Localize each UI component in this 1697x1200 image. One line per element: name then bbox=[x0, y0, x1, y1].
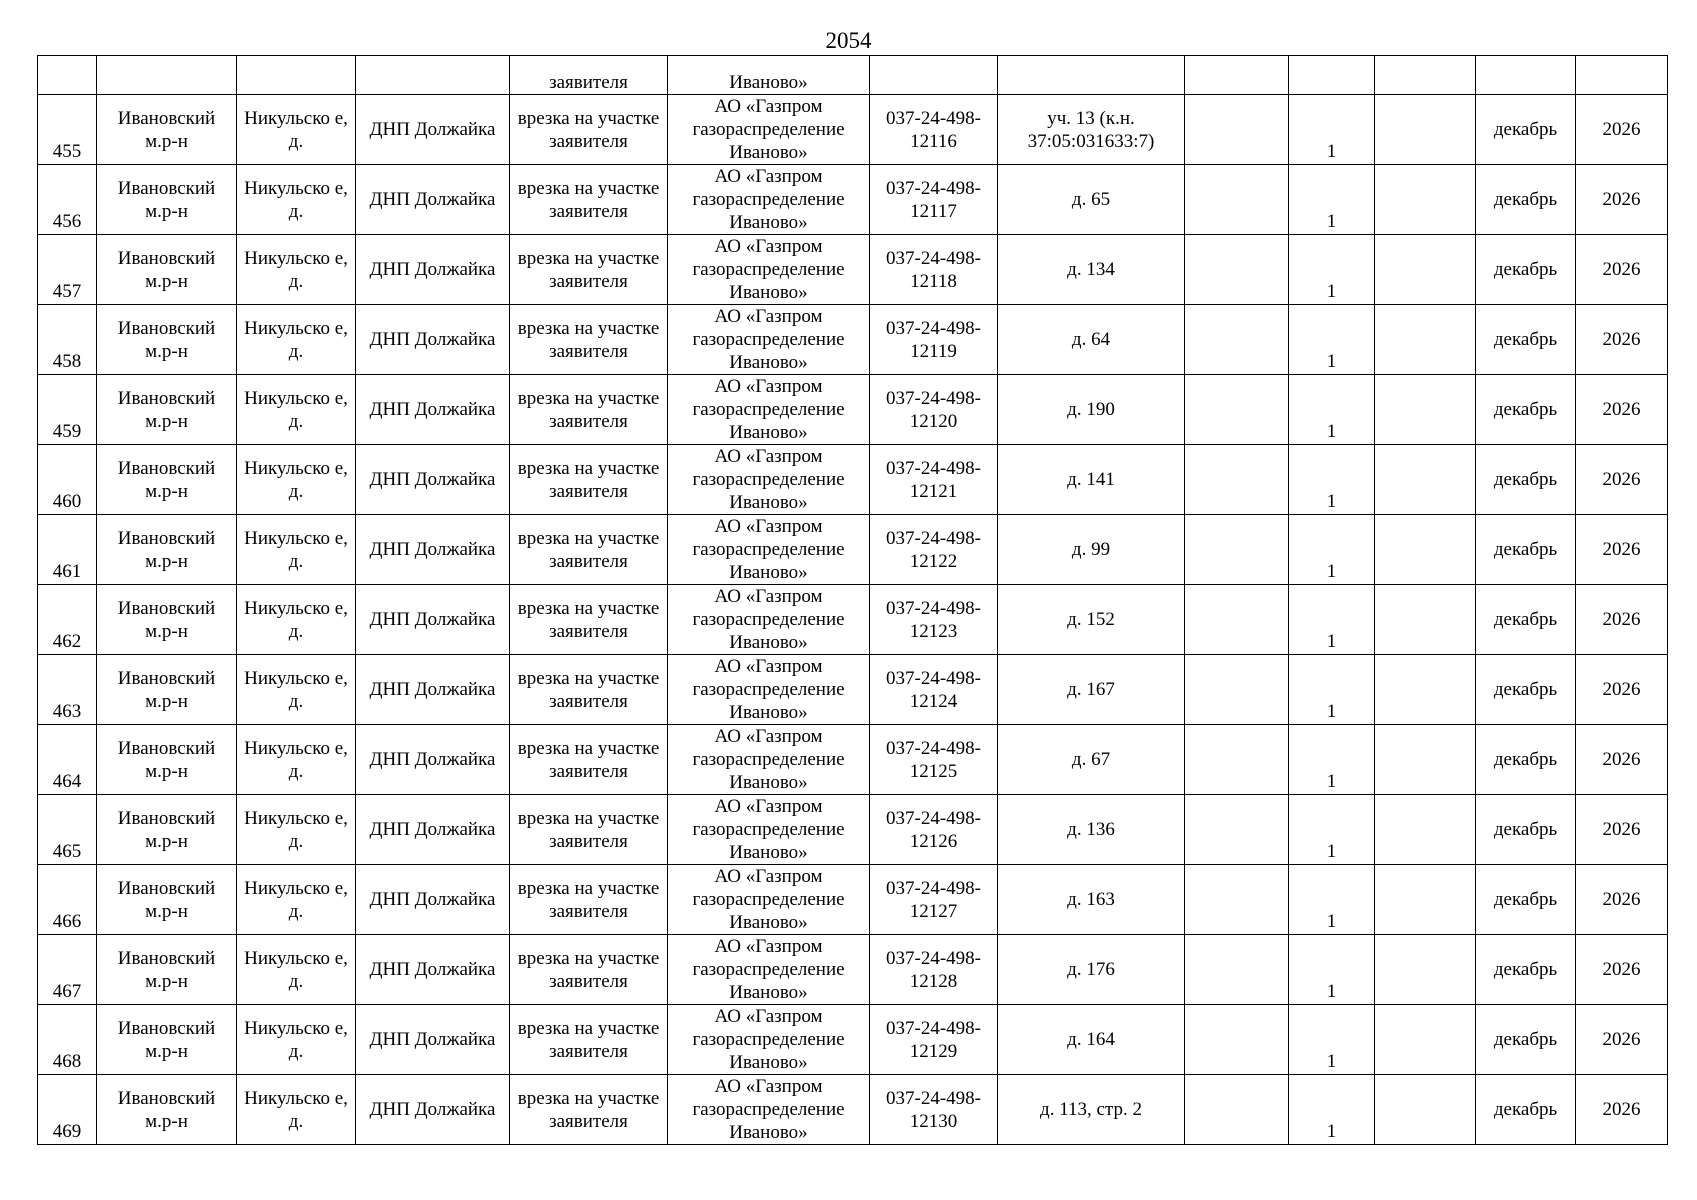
cell-settlement: Никульско е, д. bbox=[237, 585, 356, 655]
cell-empty-1 bbox=[1185, 655, 1289, 725]
cell-settlement: Никульско е, д. bbox=[237, 515, 356, 585]
cell-empty-2 bbox=[1375, 375, 1476, 445]
table-row bbox=[38, 585, 1668, 655]
cell-district: Ивановский м.р-н bbox=[97, 725, 237, 795]
cell-empty-2 bbox=[1375, 935, 1476, 1005]
page-number: 2054 bbox=[825, 28, 872, 53]
cell-organization: АО «Газпром газораспределение Иваново» bbox=[668, 725, 870, 795]
cell-empty-2 bbox=[1375, 305, 1476, 375]
cell-organization: АО «Газпром газораспределение Иваново» bbox=[668, 1005, 870, 1075]
cell-object: ДНП Должайка bbox=[356, 375, 510, 445]
table-row bbox=[38, 655, 1668, 725]
cell-district: Ивановский м.р-н bbox=[97, 445, 237, 515]
cell-qty bbox=[1289, 56, 1375, 95]
cell-address: д. 167 bbox=[998, 655, 1185, 725]
cell-district: Ивановский м.р-н bbox=[97, 865, 237, 935]
cell-work-type: врезка на участке заявителя bbox=[510, 585, 668, 655]
cell-year: 2026 bbox=[1576, 515, 1668, 585]
cell-address: д. 176 bbox=[998, 935, 1185, 1005]
cell-work-type: врезка на участке заявителя bbox=[510, 235, 668, 305]
cell-address: д. 67 bbox=[998, 725, 1185, 795]
cell-empty-2 bbox=[1375, 445, 1476, 515]
cell-year: 2026 bbox=[1576, 795, 1668, 865]
cell-qty: 1 bbox=[1289, 95, 1375, 165]
cell-year: 2026 bbox=[1576, 375, 1668, 445]
cell-organization: АО «Газпром газораспределение Иваново» bbox=[668, 585, 870, 655]
cell-district: Ивановский м.р-н bbox=[97, 235, 237, 305]
cell-district: Ивановский м.р-н bbox=[97, 95, 237, 165]
cell-month: декабрь bbox=[1476, 865, 1576, 935]
cell-empty-1 bbox=[1185, 1075, 1289, 1145]
cell-year: 2026 bbox=[1576, 235, 1668, 305]
cell-settlement: Никульско е, д. bbox=[237, 865, 356, 935]
cell-empty-2 bbox=[1375, 655, 1476, 725]
table-row bbox=[38, 1005, 1668, 1075]
cell-num: 468 bbox=[38, 1005, 97, 1075]
cell-object: ДНП Должайка bbox=[356, 655, 510, 725]
cell-settlement: Никульско е, д. bbox=[237, 95, 356, 165]
cell-settlement: Никульско е, д. bbox=[237, 375, 356, 445]
cell-code: 037-24-498-12119 bbox=[870, 305, 998, 375]
cell-work-type: заявителя bbox=[510, 56, 668, 95]
cell-empty-2 bbox=[1375, 865, 1476, 935]
cell-address: д. 163 bbox=[998, 865, 1185, 935]
cell-year: 2026 bbox=[1576, 95, 1668, 165]
cell-settlement: Никульско е, д. bbox=[237, 305, 356, 375]
cell-work-type: врезка на участке заявителя bbox=[510, 935, 668, 1005]
cell-qty: 1 bbox=[1289, 1005, 1375, 1075]
cell-empty-2 bbox=[1375, 1005, 1476, 1075]
cell-num: 465 bbox=[38, 795, 97, 865]
cell-object: ДНП Должайка bbox=[356, 95, 510, 165]
cell-address: д. 136 bbox=[998, 795, 1185, 865]
cell-organization: Иваново» bbox=[668, 56, 870, 95]
table-row bbox=[38, 935, 1668, 1005]
cell-code: 037-24-498-12127 bbox=[870, 865, 998, 935]
cell-qty: 1 bbox=[1289, 515, 1375, 585]
cell-year: 2026 bbox=[1576, 1075, 1668, 1145]
cell-work-type: врезка на участке заявителя bbox=[510, 1005, 668, 1075]
cell-organization: АО «Газпром газораспределение Иваново» bbox=[668, 235, 870, 305]
cell-object: ДНП Должайка bbox=[356, 165, 510, 235]
cell-num: 461 bbox=[38, 515, 97, 585]
cell-organization: АО «Газпром газораспределение Иваново» bbox=[668, 795, 870, 865]
cell-num: 467 bbox=[38, 935, 97, 1005]
cell-address: д. 152 bbox=[998, 585, 1185, 655]
cell-empty-2 bbox=[1375, 95, 1476, 165]
cell-district: Ивановский м.р-н bbox=[97, 935, 237, 1005]
cell-month: декабрь bbox=[1476, 795, 1576, 865]
cell-month bbox=[1476, 56, 1576, 95]
cell-qty: 1 bbox=[1289, 935, 1375, 1005]
table-row bbox=[38, 375, 1668, 445]
cell-work-type: врезка на участке заявителя bbox=[510, 1075, 668, 1145]
cell-organization: АО «Газпром газораспределение Иваново» bbox=[668, 935, 870, 1005]
cell-year: 2026 bbox=[1576, 865, 1668, 935]
cell-settlement: Никульско е, д. bbox=[237, 445, 356, 515]
cell-num: 462 bbox=[38, 585, 97, 655]
cell-year: 2026 bbox=[1576, 585, 1668, 655]
cell-empty-1 bbox=[1185, 165, 1289, 235]
cell-object: ДНП Должайка bbox=[356, 585, 510, 655]
cell-address: д. 190 bbox=[998, 375, 1185, 445]
cell-year: 2026 bbox=[1576, 725, 1668, 795]
cell-district bbox=[97, 56, 237, 95]
table-row bbox=[38, 445, 1668, 515]
cell-work-type: врезка на участке заявителя bbox=[510, 655, 668, 725]
cell-address: д. 99 bbox=[998, 515, 1185, 585]
cell-empty-1 bbox=[1185, 235, 1289, 305]
cell-empty-1 bbox=[1185, 515, 1289, 585]
cell-month: декабрь bbox=[1476, 235, 1576, 305]
cell-code: 037-24-498-12122 bbox=[870, 515, 998, 585]
cell-address: д. 164 bbox=[998, 1005, 1185, 1075]
cell-qty: 1 bbox=[1289, 865, 1375, 935]
cell-empty-2 bbox=[1375, 235, 1476, 305]
cell-district: Ивановский м.р-н bbox=[97, 375, 237, 445]
cell-organization: АО «Газпром газораспределение Иваново» bbox=[668, 515, 870, 585]
cell-address: д. 64 bbox=[998, 305, 1185, 375]
cell-object: ДНП Должайка bbox=[356, 865, 510, 935]
cell-organization: АО «Газпром газораспределение Иваново» bbox=[668, 1075, 870, 1145]
cell-district: Ивановский м.р-н bbox=[97, 165, 237, 235]
cell-code: 037-24-498-12130 bbox=[870, 1075, 998, 1145]
cell-organization: АО «Газпром газораспределение Иваново» bbox=[668, 655, 870, 725]
cell-object: ДНП Должайка bbox=[356, 1005, 510, 1075]
cell-object: ДНП Должайка bbox=[356, 725, 510, 795]
cell-num: 455 bbox=[38, 95, 97, 165]
table-row bbox=[38, 725, 1668, 795]
cell-empty-1 bbox=[1185, 725, 1289, 795]
cell-empty-2 bbox=[1375, 795, 1476, 865]
table-row bbox=[38, 95, 1668, 165]
cell-num: 459 bbox=[38, 375, 97, 445]
cell-work-type: врезка на участке заявителя bbox=[510, 725, 668, 795]
cell-district: Ивановский м.р-н bbox=[97, 1005, 237, 1075]
cell-object: ДНП Должайка bbox=[356, 235, 510, 305]
cell-organization: АО «Газпром газораспределение Иваново» bbox=[668, 865, 870, 935]
cell-settlement: Никульско е, д. bbox=[237, 235, 356, 305]
cell-empty-2 bbox=[1375, 515, 1476, 585]
cell-year bbox=[1576, 56, 1668, 95]
cell-object: ДНП Должайка bbox=[356, 445, 510, 515]
cell-num: 464 bbox=[38, 725, 97, 795]
cell-month: декабрь bbox=[1476, 1005, 1576, 1075]
cell-work-type: врезка на участке заявителя bbox=[510, 515, 668, 585]
cell-empty-2 bbox=[1375, 725, 1476, 795]
cell-empty-1 bbox=[1185, 56, 1289, 95]
cell-district: Ивановский м.р-н bbox=[97, 795, 237, 865]
cell-organization: АО «Газпром газораспределение Иваново» bbox=[668, 165, 870, 235]
cell-object: ДНП Должайка bbox=[356, 795, 510, 865]
cell-empty-2 bbox=[1375, 1075, 1476, 1145]
cell-empty-1 bbox=[1185, 935, 1289, 1005]
cell-empty-1 bbox=[1185, 95, 1289, 165]
cell-num: 463 bbox=[38, 655, 97, 725]
cell-qty: 1 bbox=[1289, 235, 1375, 305]
cell-district: Ивановский м.р-н bbox=[97, 515, 237, 585]
cell-code: 037-24-498-12126 bbox=[870, 795, 998, 865]
cell-work-type: врезка на участке заявителя bbox=[510, 795, 668, 865]
cell-district: Ивановский м.р-н bbox=[97, 655, 237, 725]
cell-address: уч. 13 (к.н. 37:05:031633:7) bbox=[998, 95, 1185, 165]
cell-code: 037-24-498-12129 bbox=[870, 1005, 998, 1075]
cell-empty-1 bbox=[1185, 1005, 1289, 1075]
cell-month: декабрь bbox=[1476, 655, 1576, 725]
cell-address: д. 134 bbox=[998, 235, 1185, 305]
cell-work-type: врезка на участке заявителя bbox=[510, 375, 668, 445]
cell-address bbox=[998, 56, 1185, 95]
cell-qty: 1 bbox=[1289, 445, 1375, 515]
cell-empty-1 bbox=[1185, 865, 1289, 935]
cell-year: 2026 bbox=[1576, 445, 1668, 515]
cell-code: 037-24-498-12121 bbox=[870, 445, 998, 515]
cell-year: 2026 bbox=[1576, 935, 1668, 1005]
cell-settlement: Никульско е, д. bbox=[237, 795, 356, 865]
cell-num: 456 bbox=[38, 165, 97, 235]
cell-organization: АО «Газпром газораспределение Иваново» bbox=[668, 445, 870, 515]
table-row bbox=[38, 515, 1668, 585]
cell-month: декабрь bbox=[1476, 935, 1576, 1005]
cell-settlement: Никульско е, д. bbox=[237, 655, 356, 725]
cell-settlement: Никульско е, д. bbox=[237, 165, 356, 235]
cell-empty-1 bbox=[1185, 305, 1289, 375]
cell-empty-2 bbox=[1375, 585, 1476, 655]
cell-qty: 1 bbox=[1289, 795, 1375, 865]
cell-work-type: врезка на участке заявителя bbox=[510, 95, 668, 165]
cell-address: д. 65 bbox=[998, 165, 1185, 235]
cell-empty-1 bbox=[1185, 375, 1289, 445]
cell-month: декабрь bbox=[1476, 305, 1576, 375]
cell-object bbox=[356, 56, 510, 95]
cell-object: ДНП Должайка bbox=[356, 935, 510, 1005]
table-row bbox=[38, 795, 1668, 865]
cell-year: 2026 bbox=[1576, 165, 1668, 235]
table-row bbox=[38, 165, 1668, 235]
cell-code: 037-24-498-12128 bbox=[870, 935, 998, 1005]
cell-organization: АО «Газпром газораспределение Иваново» bbox=[668, 305, 870, 375]
cell-empty-1 bbox=[1185, 585, 1289, 655]
gasification-table bbox=[37, 55, 1668, 1145]
table-row bbox=[38, 865, 1668, 935]
cell-code: 037-24-498-12123 bbox=[870, 585, 998, 655]
cell-num: 457 bbox=[38, 235, 97, 305]
table-row bbox=[38, 1075, 1668, 1145]
cell-object: ДНП Должайка bbox=[356, 305, 510, 375]
cell-month: декабрь bbox=[1476, 95, 1576, 165]
cell-qty: 1 bbox=[1289, 655, 1375, 725]
cell-object: ДНП Должайка bbox=[356, 1075, 510, 1145]
cell-num bbox=[38, 56, 97, 95]
table-row bbox=[38, 235, 1668, 305]
cell-empty-2 bbox=[1375, 165, 1476, 235]
cell-settlement: Никульско е, д. bbox=[237, 935, 356, 1005]
cell-year: 2026 bbox=[1576, 305, 1668, 375]
cell-work-type: врезка на участке заявителя bbox=[510, 445, 668, 515]
cell-code: 037-24-498-12120 bbox=[870, 375, 998, 445]
cell-code bbox=[870, 56, 998, 95]
cell-organization: АО «Газпром газораспределение Иваново» bbox=[668, 95, 870, 165]
cell-code: 037-24-498-12125 bbox=[870, 725, 998, 795]
cell-address: д. 113, стр. 2 bbox=[998, 1075, 1185, 1145]
cell-month: декабрь bbox=[1476, 445, 1576, 515]
cell-organization: АО «Газпром газораспределение Иваново» bbox=[668, 375, 870, 445]
cell-empty-2 bbox=[1375, 56, 1476, 95]
continuation-row bbox=[38, 56, 1668, 95]
cell-district: Ивановский м.р-н bbox=[97, 1075, 237, 1145]
cell-qty: 1 bbox=[1289, 375, 1375, 445]
cell-work-type: врезка на участке заявителя bbox=[510, 305, 668, 375]
cell-work-type: врезка на участке заявителя bbox=[510, 865, 668, 935]
cell-qty: 1 bbox=[1289, 305, 1375, 375]
cell-settlement bbox=[237, 56, 356, 95]
cell-month: декабрь bbox=[1476, 375, 1576, 445]
cell-year: 2026 bbox=[1576, 655, 1668, 725]
cell-qty: 1 bbox=[1289, 725, 1375, 795]
cell-qty: 1 bbox=[1289, 1075, 1375, 1145]
table-row bbox=[38, 305, 1668, 375]
cell-year: 2026 bbox=[1576, 1005, 1668, 1075]
cell-settlement: Никульско е, д. bbox=[237, 1075, 356, 1145]
cell-month: декабрь bbox=[1476, 515, 1576, 585]
cell-code: 037-24-498-12118 bbox=[870, 235, 998, 305]
cell-settlement: Никульско е, д. bbox=[237, 1005, 356, 1075]
cell-qty: 1 bbox=[1289, 165, 1375, 235]
cell-code: 037-24-498-12116 bbox=[870, 95, 998, 165]
cell-district: Ивановский м.р-н bbox=[97, 585, 237, 655]
cell-address: д. 141 bbox=[998, 445, 1185, 515]
cell-num: 466 bbox=[38, 865, 97, 935]
cell-empty-1 bbox=[1185, 445, 1289, 515]
cell-code: 037-24-498-12117 bbox=[870, 165, 998, 235]
cell-district: Ивановский м.р-н bbox=[97, 305, 237, 375]
cell-month: декабрь bbox=[1476, 1075, 1576, 1145]
cell-object: ДНП Должайка bbox=[356, 515, 510, 585]
cell-num: 458 bbox=[38, 305, 97, 375]
cell-month: декабрь bbox=[1476, 585, 1576, 655]
cell-settlement: Никульско е, д. bbox=[237, 725, 356, 795]
cell-num: 460 bbox=[38, 445, 97, 515]
cell-num: 469 bbox=[38, 1075, 97, 1145]
cell-month: декабрь bbox=[1476, 725, 1576, 795]
cell-code: 037-24-498-12124 bbox=[870, 655, 998, 725]
cell-empty-1 bbox=[1185, 795, 1289, 865]
cell-work-type: врезка на участке заявителя bbox=[510, 165, 668, 235]
cell-qty: 1 bbox=[1289, 585, 1375, 655]
cell-month: декабрь bbox=[1476, 165, 1576, 235]
